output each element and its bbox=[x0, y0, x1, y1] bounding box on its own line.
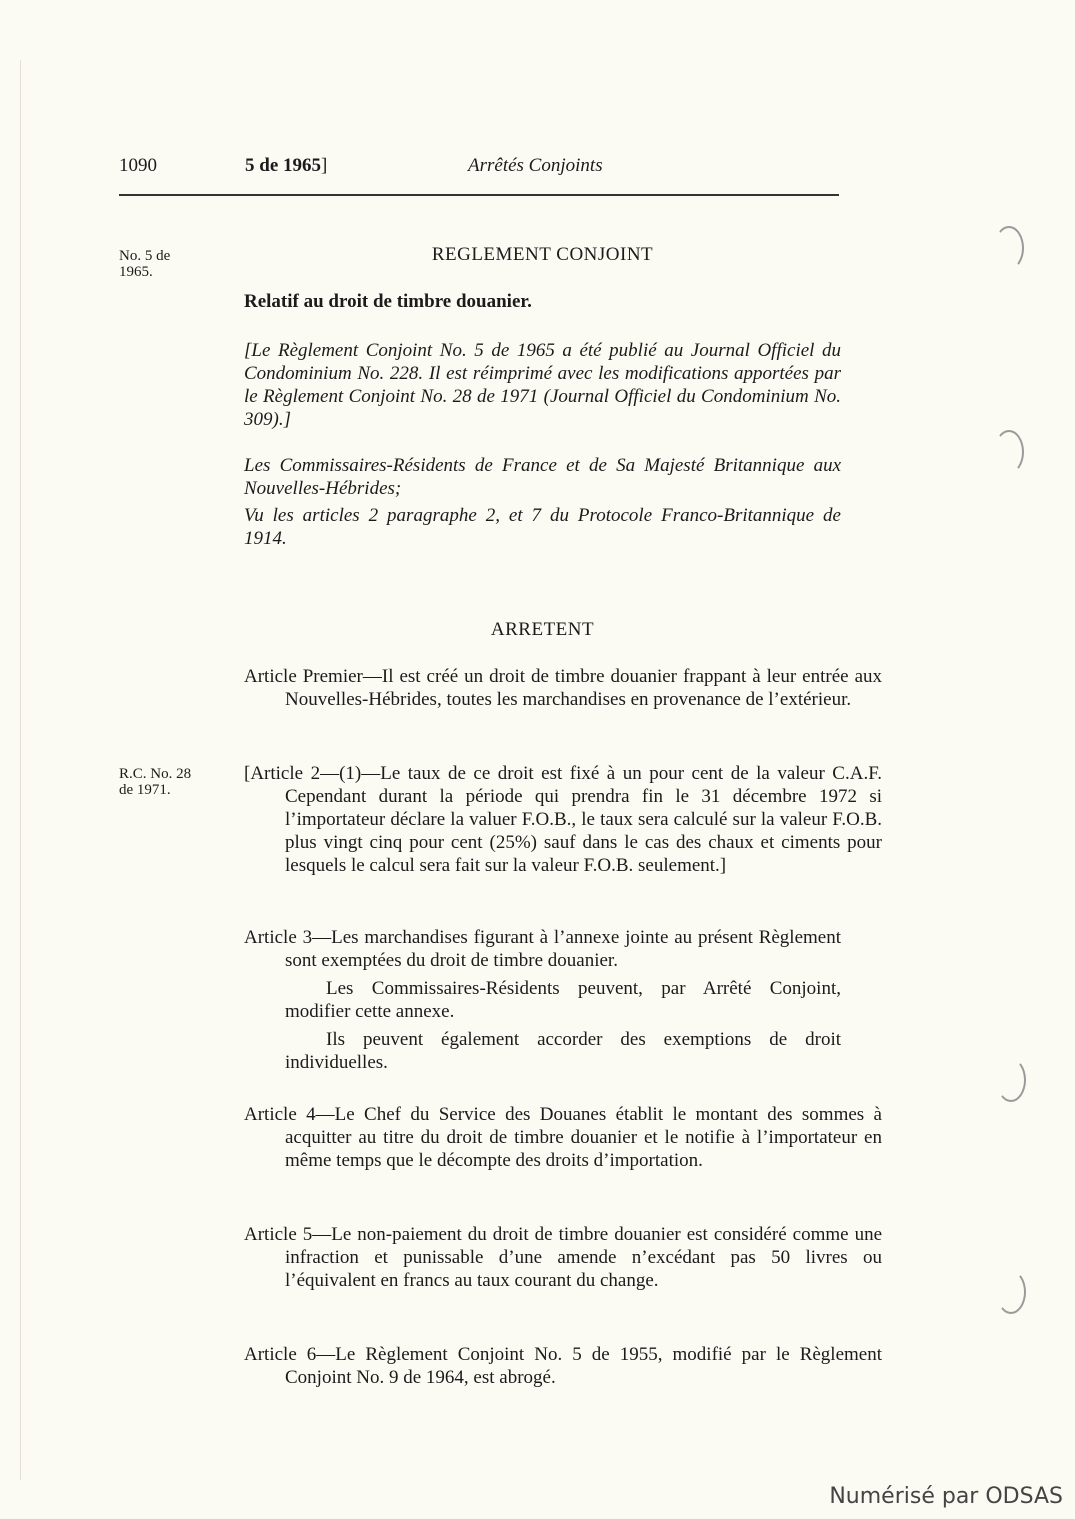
page-header bbox=[119, 155, 840, 181]
margin-note-regulation: No. 5 de 1965. bbox=[119, 248, 171, 280]
preamble-commissioners: Les Commissaires-Résidents de France et de Sa Majesté Britannique aux Nouvelles-Hébrides; bbox=[244, 455, 841, 499]
article-3 bbox=[244, 926, 841, 1074]
header-reference: 5 de 1965] bbox=[245, 155, 328, 176]
preamble-protocol: Vu les articles 2 paragraphe 2, et 7 du Protocole Franco-Britannique de 1914. bbox=[244, 505, 841, 549]
article-3-paragraph-2: Les Commissaires-Résidents peuvent, par Arrêté Conjoint, modifier cette annexe. bbox=[285, 978, 841, 1022]
article-3-paragraph-3: Ils peuvent également accorder des exemptions de droit individuelles. bbox=[285, 1029, 841, 1073]
article-5: Article 5—Le non-paiement du droit de timbre douanier est considéré comme une infraction et punissable d’une amende n’excédant pas 50 livres ou l’équivalent en francs au taux courant du change. bbox=[244, 1224, 882, 1291]
article-premier: Article Premier—Il est créé un droit de timbre douanier frappant à leur entrée aux Nouvelles-Hébrides, toutes les marchandises en provenance de l’extérieur. bbox=[244, 666, 882, 710]
punch-hole bbox=[994, 226, 1024, 270]
margin-note-amendment: R.C. No. 28 de 1971. bbox=[119, 766, 192, 798]
header-rule bbox=[119, 194, 839, 196]
document-title: REGLEMENT CONJOINT bbox=[431, 244, 654, 265]
page-edge bbox=[20, 60, 21, 1480]
punch-hole bbox=[994, 430, 1024, 474]
document-subtitle: Relatif au droit de timbre douanier. bbox=[244, 291, 532, 312]
running-title: Arrêtés Conjoints bbox=[468, 155, 603, 176]
article-2: [Article 2—(1)—Le taux de ce droit est fixé à un pour cent de la valeur C.A.F. Cependant durant la période qui prendra fin le 31 décembre 1972 si l’importateur déclare la valuer F.O.B., le taux sera calculé sur la valeur F.O.B. plus vingt cinq pour cent (25%) sauf dans le cas des chaux et ciments pour lesquels le calcul sera fait sur la valeur F.O.B. seulement.] bbox=[244, 763, 882, 876]
punch-hole bbox=[996, 1058, 1026, 1102]
punch-hole bbox=[996, 1270, 1026, 1314]
article-3-text: Article 3—Les marchandises figurant à l’annexe jointe au présent Règlement sont exemptées du droit de timbre douanier. bbox=[244, 927, 841, 971]
article-4: Article 4—Le Chef du Service des Douanes établit le montant des sommes à acquitter au titre du droit de timbre douanier et le notifie à l’importateur en même temps que le décompte des droits d’importation. bbox=[244, 1104, 882, 1171]
page-number: 1090 bbox=[119, 155, 157, 176]
arretent-heading: ARRETENT bbox=[490, 619, 595, 640]
editorial-note: [Le Règlement Conjoint No. 5 de 1965 a été publié au Journal Officiel du Condominium No. 228. Il est réimprimé avec les modifications apportées par le Règlement Conjoint No. 28 de 1971 (Journal Officiel du Condominium No. 309).] bbox=[244, 340, 841, 430]
digitization-watermark: Numérisé par ODSAS bbox=[829, 1484, 1063, 1509]
article-6: Article 6—Le Règlement Conjoint No. 5 de 1955, modifié par le Règlement Conjoint No. 9 de 1964, est abrogé. bbox=[244, 1344, 882, 1388]
